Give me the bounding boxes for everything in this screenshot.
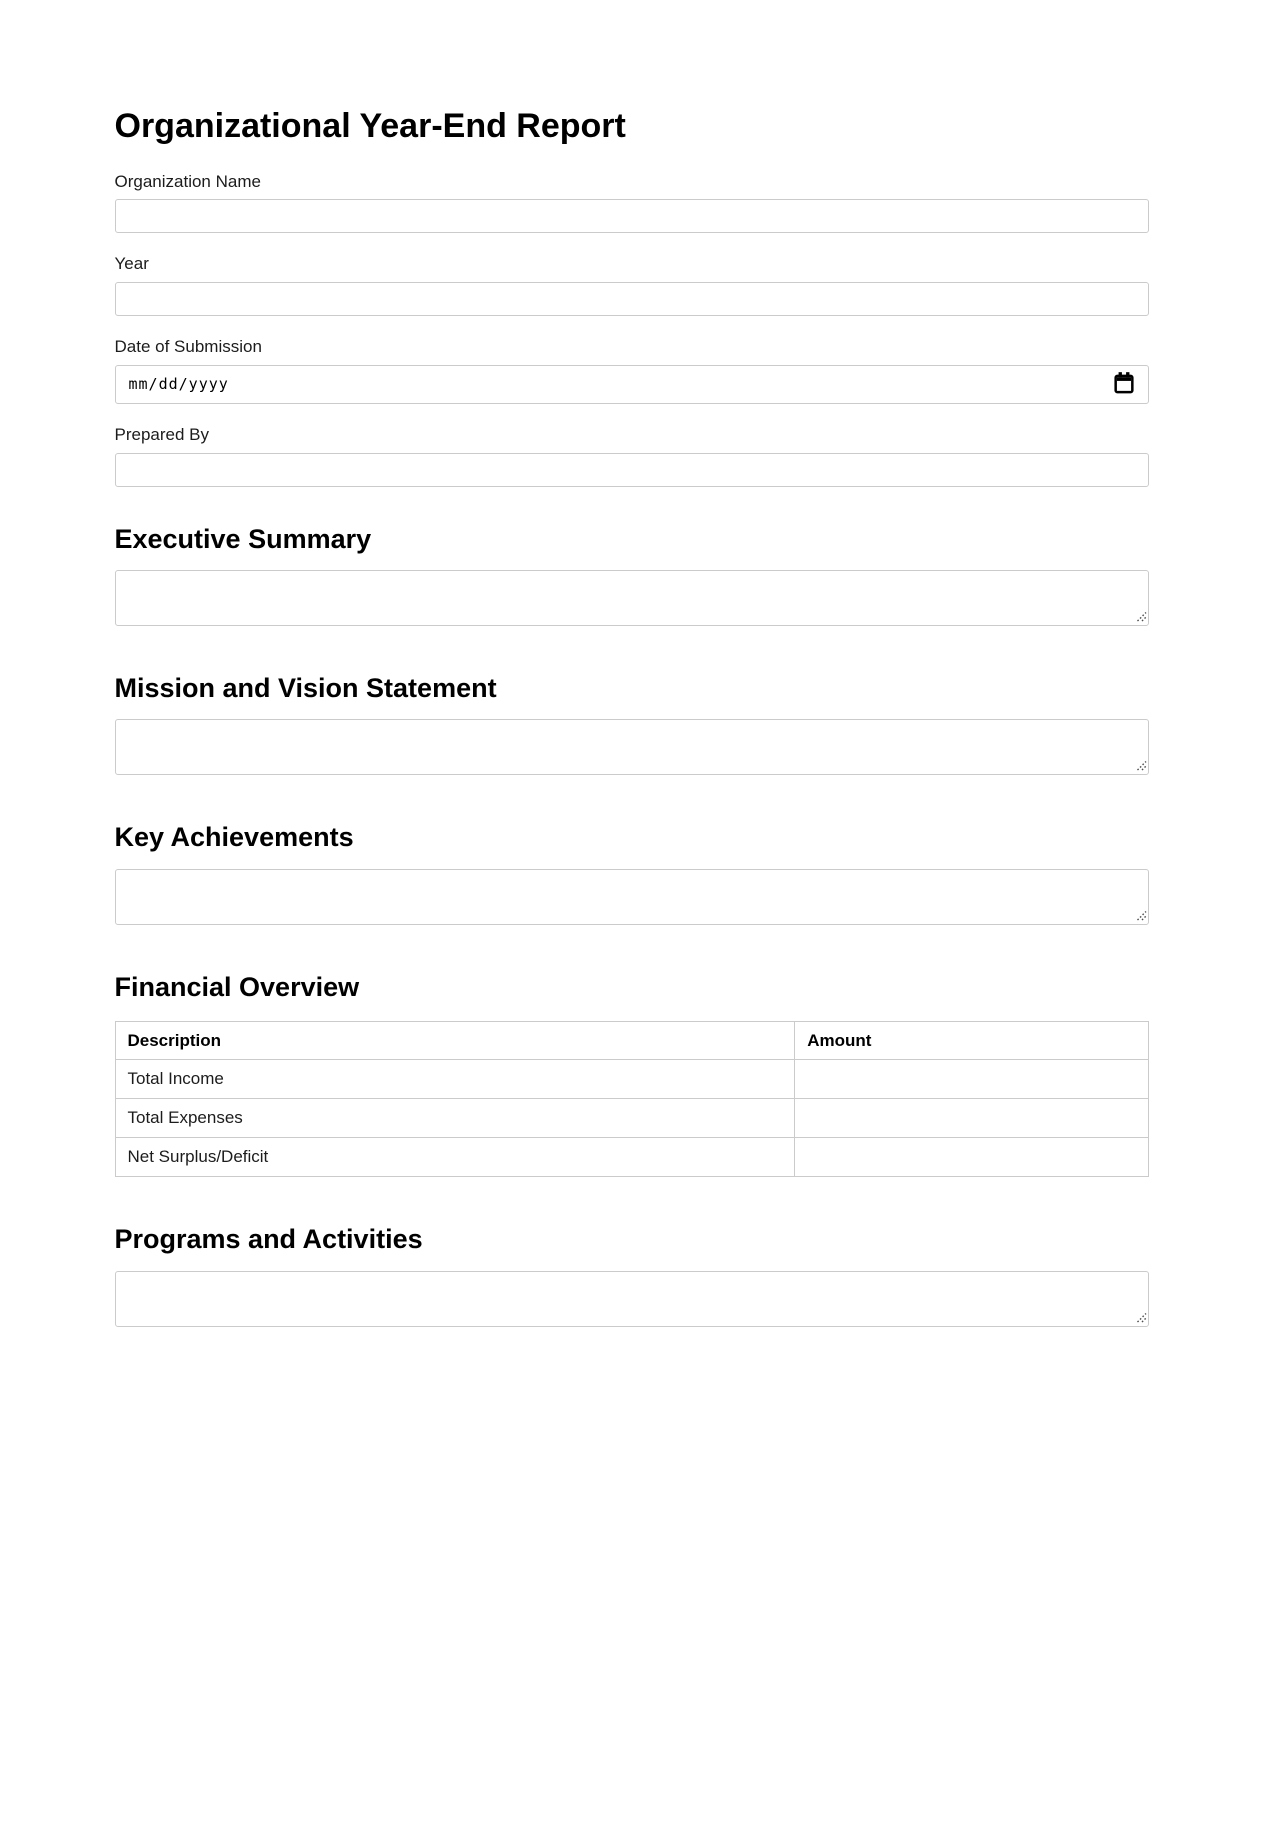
organization-name-input[interactable] [115,199,1149,233]
financial-overview-table [115,1021,1149,1177]
page-title: Organizational Year-End Report [114,107,626,145]
row-amount [795,1099,1148,1138]
year-label: Year [114,254,149,274]
field-organization-name [115,173,1149,234]
table-header-row [115,1022,1148,1060]
programs-activities-heading: Programs and Activities [114,1224,423,1255]
key-achievements-heading: Key Achievements [114,822,354,853]
form-page [115,0,1149,1847]
programs-activities-textarea[interactable] [115,1271,1149,1327]
field-prepared-by [115,426,1149,487]
programs-activities-field [115,1271,1149,1327]
mission-vision-heading: Mission and Vision Statement [114,672,497,703]
amount-column-header: Amount [795,1022,1148,1060]
financial-overview-heading: Financial Overview [114,971,360,1002]
date-placeholder[interactable]: mm/dd/yyyy [128,375,229,394]
organization-name-label: Organization Name [114,171,261,191]
mission-vision-textarea[interactable] [115,719,1149,775]
row-amount [795,1060,1148,1099]
calendar-icon [1114,372,1134,397]
prepared-by-input[interactable] [115,453,1149,487]
key-achievements-field [115,869,1149,925]
table-row [115,1099,1148,1138]
row-description: Net Surplus/Deficit [115,1138,795,1177]
field-date-of-submission [115,338,1149,404]
calendar-picker-button[interactable] [1112,371,1136,397]
date-of-submission-label: Date of Submission [114,337,262,357]
row-amount [795,1138,1148,1177]
executive-summary-heading: Executive Summary [114,523,372,554]
resize-handle-icon[interactable] [1135,610,1147,622]
mission-vision-field [115,719,1149,775]
executive-summary-field [115,570,1149,626]
table-row [115,1138,1148,1177]
resize-handle-icon[interactable] [1135,909,1147,921]
resize-handle-icon[interactable] [1135,1311,1147,1323]
prepared-by-label: Prepared By [114,424,209,444]
page-whitespace [115,1327,1149,1847]
table-row [115,1060,1148,1099]
row-description: Total Income [115,1060,795,1099]
resize-handle-icon[interactable] [1135,759,1147,771]
key-achievements-textarea[interactable] [115,869,1149,925]
field-year [115,255,1149,316]
description-column-header: Description [115,1022,795,1060]
row-description: Total Expenses [115,1099,795,1138]
year-input[interactable] [115,282,1149,316]
executive-summary-textarea[interactable] [115,570,1149,626]
date-of-submission-input[interactable] [115,365,1149,404]
